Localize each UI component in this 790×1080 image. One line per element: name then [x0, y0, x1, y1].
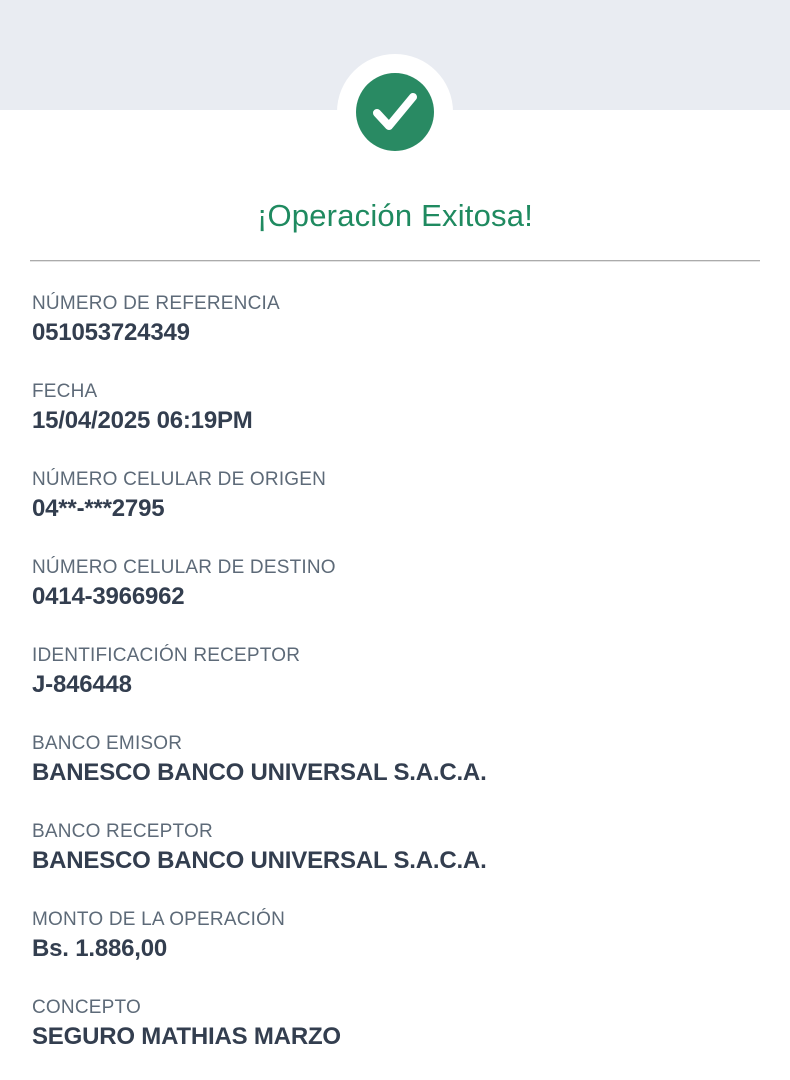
- field-value: BANESCO BANCO UNIVERSAL S.A.C.A.: [32, 847, 487, 874]
- field-value: 15/04/2025 06:19PM: [32, 407, 253, 434]
- receipt-field: [32, 996, 758, 1051]
- receipt-field: [32, 556, 758, 611]
- field-value: 04**-***2795: [32, 495, 165, 522]
- field-value: Bs. 1.886,00: [32, 935, 168, 962]
- field-value: J-846448: [32, 671, 132, 698]
- success-check-icon: [337, 54, 453, 170]
- receipt-field: [32, 380, 758, 435]
- field-value: 051053724349: [32, 319, 190, 346]
- field-label: NÚMERO CELULAR DE DESTINO: [32, 557, 336, 578]
- field-value: SEGURO MATHIAS MARZO: [32, 1023, 341, 1050]
- field-label: NÚMERO DE REFERENCIA: [32, 293, 280, 314]
- field-label: NÚMERO CELULAR DE ORIGEN: [32, 469, 327, 490]
- field-value: 0414-3966962: [32, 583, 185, 610]
- receipt-field: [32, 908, 758, 963]
- check-circle: [356, 73, 434, 151]
- field-label: BANCO EMISOR: [32, 733, 183, 754]
- receipt-field: [32, 732, 758, 787]
- field-label: CONCEPTO: [32, 997, 141, 1018]
- field-label: IDENTIFICACIÓN RECEPTOR: [32, 645, 301, 666]
- success-title: ¡Operación Exitosa!: [256, 198, 534, 233]
- field-label: MONTO DE LA OPERACIÓN: [32, 909, 286, 930]
- field-label: BANCO RECEPTOR: [32, 821, 213, 842]
- receipt-field: [32, 644, 758, 699]
- field-label: FECHA: [32, 381, 98, 402]
- checkmark-glyph: [372, 91, 418, 133]
- receipt-field: [32, 468, 758, 523]
- field-value: BANESCO BANCO UNIVERSAL S.A.C.A.: [32, 759, 487, 786]
- receipt-field: [32, 820, 758, 875]
- receipt-field: [32, 292, 758, 347]
- receipt-fields: [0, 262, 790, 1051]
